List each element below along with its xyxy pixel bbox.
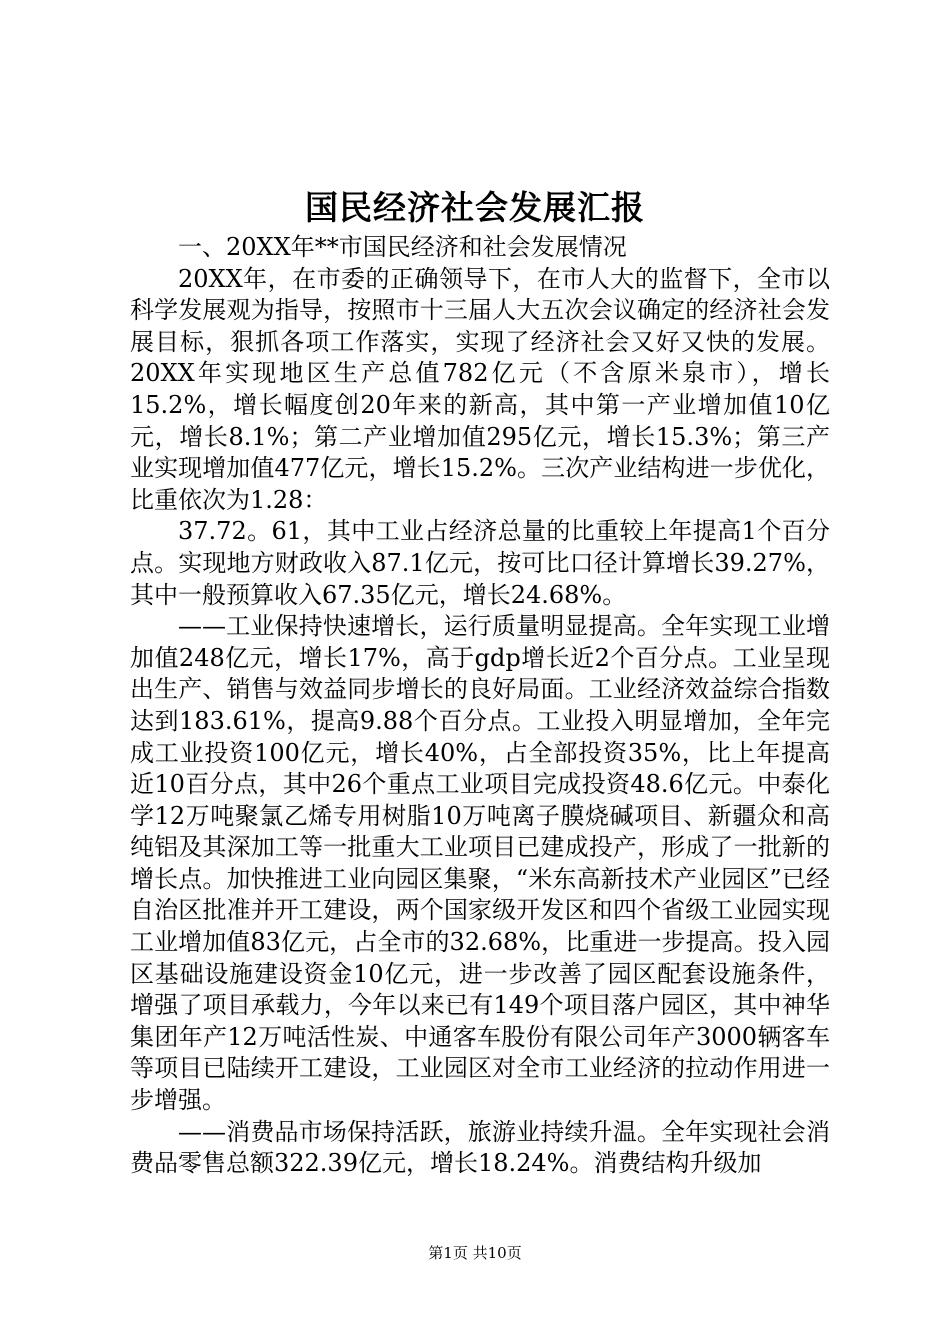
paragraph-industry: ——工业保持快速增长，运行质量明显提高。全年实现工业增加值248亿元，增长17%，高于gdp增长近2个百分点。工业呈现出生产、销售与效益同步增长的良好局面。工业经济效益综合指数达到183.61%，提高9.88个百分点。工业投入明显增加，全年完成工业投资100亿元，增长40%，占全部投资35%，比上年提高近10百分点，其中26个重点工业项目完成投资48.6亿元。中泰化学12万吨聚氯乙烯专用树脂10万吨离子膜烧碱项目、新疆众和高纯铝及其深加工等一批重大工业项目已建成投产，形成了一批新的增长点。加快推进工业向园区集聚，“米东高新技术产业园区”已经自治区批准并开工建设，两个国家级开发区和四个省级工业园实现工业增加值83亿元，占全市的32.68%，比重进一步提高。投入园区基础设施建设资金10亿元，进一步改善了园区配套设施条件，增强了项目承载力，今年以来已有149个项目落户园区，其中神华集团年产12万吨活性炭、中通客车股份有限公司年产3000辆客车等项目已陆续开工建设，工业园区对全市工业经济的拉动作用进一步增强。 bbox=[130, 612, 830, 1115]
paragraph-consumption: ——消费品市场保持活跃，旅游业持续升温。全年实现社会消费品零售总额322.39亿元，增长18.24%。消费结构升级加 bbox=[130, 1117, 830, 1178]
document-title: 国民经济社会发展汇报 bbox=[305, 188, 645, 227]
document-body bbox=[130, 232, 830, 1180]
page-number-footer: 第1页 共10页 bbox=[428, 1244, 522, 1262]
section-heading: 一、20XX年**市国民经济和社会发展情况 bbox=[178, 233, 627, 261]
paragraph-overview: 20XX年，在市委的正确领导下，在市人大的监督下，全市以科学发展观为指导，按照市十三届人大五次会议确定的经济社会发展目标，狠抓各项工作落实，实现了经济社会又好又快的发展。20XX年实现地区生产总值782亿元（不含原米泉市），增长15.2%，增长幅度创20年来的新高，其中第一产业增加值10亿元，增长8.1%；第二产业增加值295亿元，增长15.3%；第三产业实现增加值477亿元，增长15.2%。三次产业结构进一步优化，比重依次为1.28： bbox=[130, 264, 830, 514]
paragraph-finance: 37.72。61，其中工业占经济总量的比重较上年提高1个百分点。实现地方财政收入87.1亿元，按可比口径计算增长39.27%，其中一般预算收入67.35亿元，增长24.68%。 bbox=[130, 517, 830, 609]
